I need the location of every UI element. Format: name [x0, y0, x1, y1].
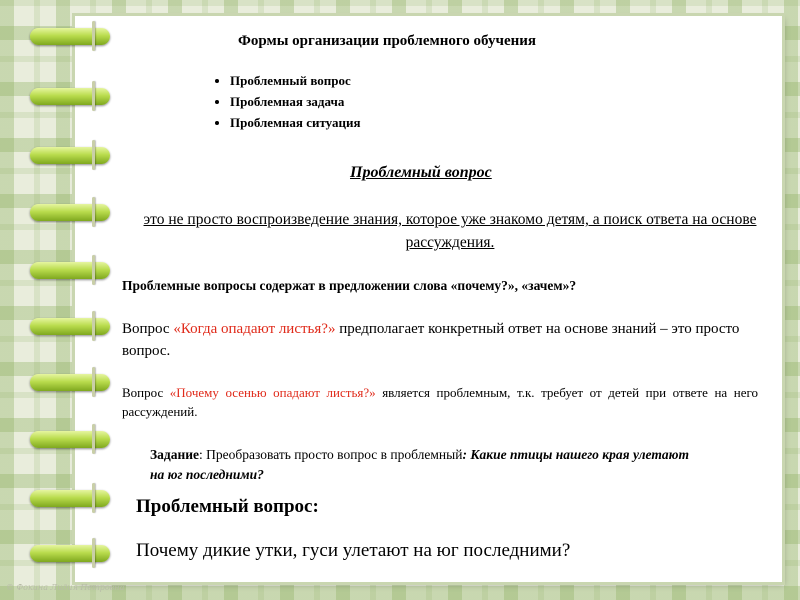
- task-colon: :: [199, 447, 207, 462]
- spiral-ring-icon: [30, 318, 110, 335]
- section-subheading: Проблемный вопрос: [350, 164, 492, 181]
- answer-text: Почему дикие утки, гуси улетают на юг последними?: [136, 540, 571, 561]
- forms-list: [210, 70, 361, 133]
- example-suffix: является проблемным, т.к. требует от детей при ответе на него рассуждений.: [122, 385, 758, 419]
- definition-text: это не просто воспроизведение знания, которое уже знакомо детям, а поиск ответа на основе рассуждения.: [143, 211, 757, 251]
- spiral-ring-icon: [30, 262, 110, 279]
- example-quote: «Когда опадают листья?»: [173, 321, 336, 337]
- forms-list-item: • Проблемный вопрос: [230, 70, 361, 91]
- spiral-ring-icon: [30, 147, 110, 164]
- keywords-statement: Проблемные вопросы содержат в предложении слова «почему?», «зачем»?: [122, 278, 577, 293]
- spiral-ring-icon: [30, 490, 110, 507]
- spiral-ring-icon: [30, 431, 110, 448]
- example-suffix: предполагает конкретный ответ на основе знаний – это просто вопрос.: [122, 321, 740, 359]
- example-prefix: Вопрос: [122, 321, 174, 337]
- spiral-ring-icon: [30, 88, 110, 105]
- task-block: [150, 445, 690, 485]
- example-quote: «Почему осенью опадают листья?»: [169, 385, 376, 400]
- answer-label: Проблемный вопрос:: [136, 496, 319, 517]
- spiral-ring-icon: [30, 374, 110, 391]
- example-simple-question: [122, 318, 762, 362]
- spiral-ring-icon: [30, 204, 110, 221]
- forms-list-item: • Проблемная задача: [230, 91, 361, 112]
- spiral-ring-icon: [30, 28, 110, 45]
- task-text: Преобразовать просто вопрос в проблемный: [206, 447, 463, 462]
- slide-title: Формы организации проблемного обучения: [238, 33, 537, 49]
- example-prefix: Вопрос: [122, 385, 170, 400]
- task-label: Задание: [150, 447, 200, 462]
- author-watermark: © Фокина Лидия Петровна: [6, 583, 125, 592]
- example-problem-question: [122, 383, 758, 421]
- task-question: : Какие птицы нашего края улетают на юг последними?: [150, 447, 689, 482]
- forms-list-item: • Проблемная ситуация: [230, 112, 361, 133]
- spiral-ring-icon: [30, 545, 110, 562]
